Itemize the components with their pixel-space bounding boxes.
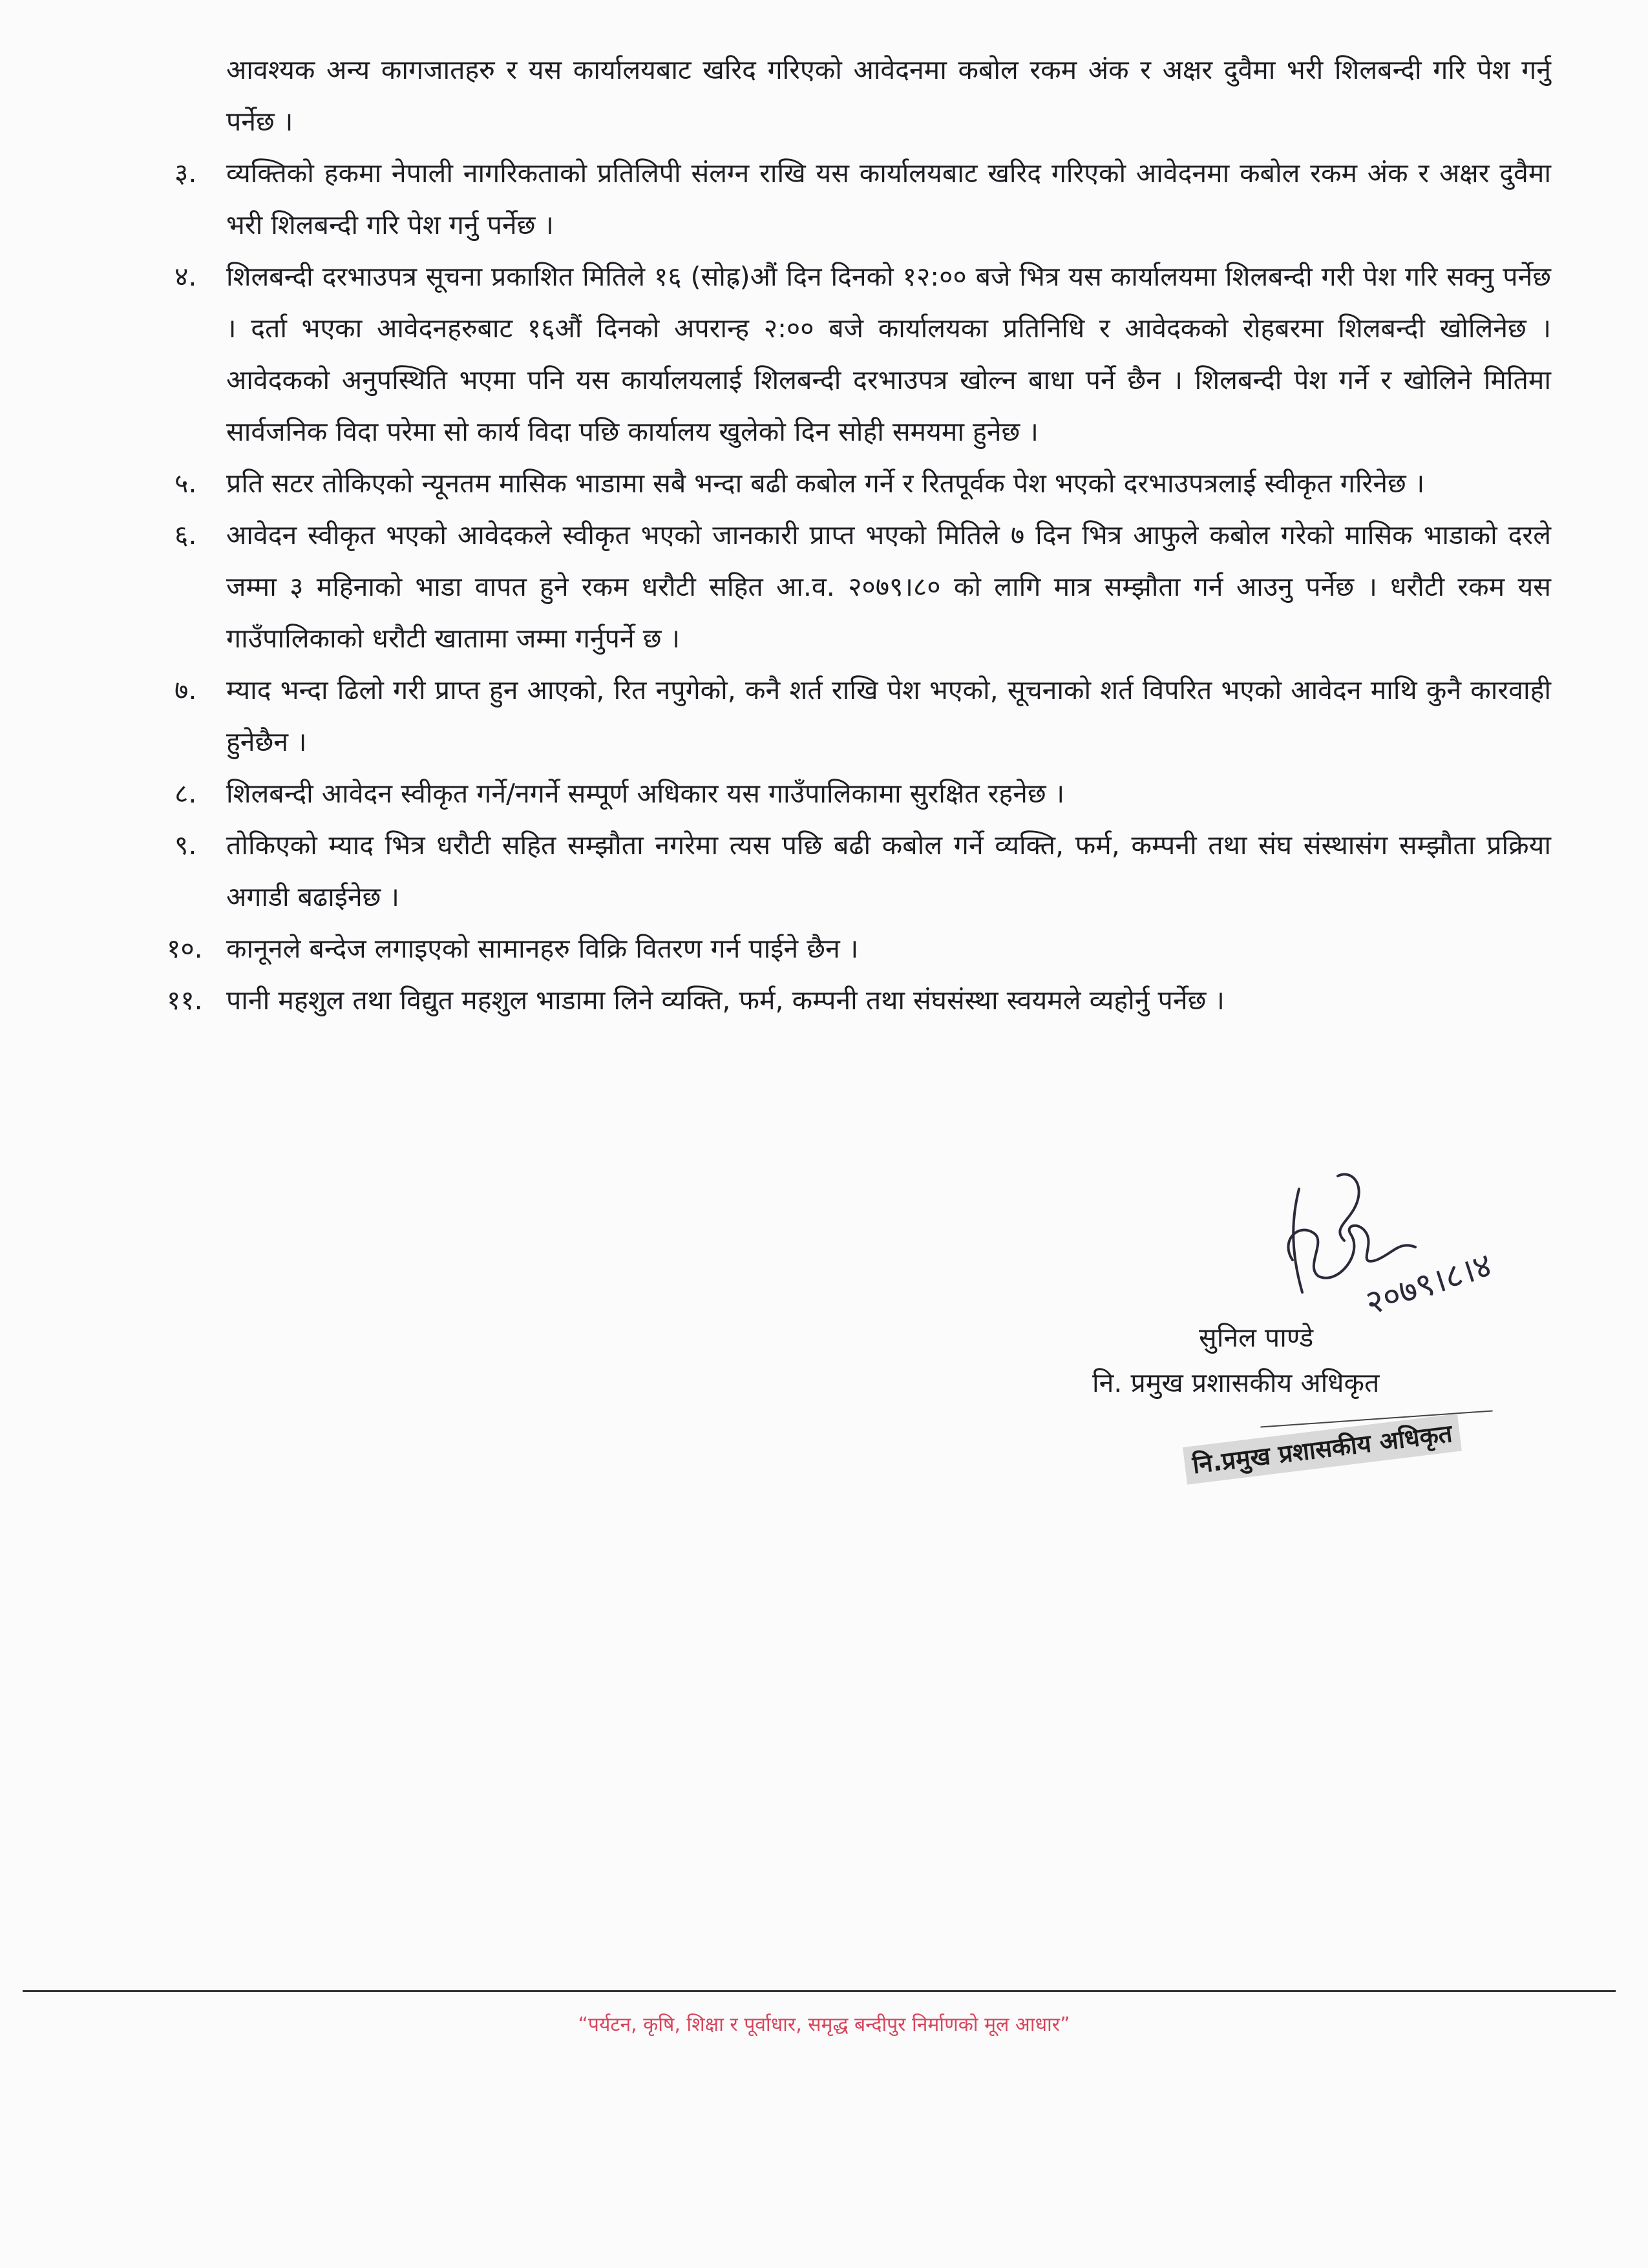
footer-divider [23,1990,1616,1992]
item-number: ११. [167,985,203,1016]
list-item [174,664,1551,768]
item-text: आवेदन स्वीकृत भएको आवेदकले स्वीकृत भएको जानकारी प्राप्त भएको मितिले ७ दिन भित्र आफुले कबोल गरेको मासिक भाडाको दरले जम्मा ३ महिनाको भाडा वापत हुने रकम धरौटी सहित आ.व. २०७९।८० को लागि मात्र सम्झौता गर्न आउनु पर्नेछ । धरौटी रकम यस गाउँपालिकाको धरौटी खातामा जम्मा गर्नुपर्ने छ । [226,520,1551,654]
list-item [174,457,1551,509]
item-text: कानूनले बन्देज लगाइएको सामानहरु विक्रि वितरण गर्न पाईने छैन । [226,933,859,964]
item-text: म्याद भन्दा ढिलो गरी प्राप्त हुन आएको, रित नपुगेको, कनै शर्त राखि पेश भएको, सूचनाको शर्त विपरित भएको आवेदन माथि कुनै कारवाही हुनेछैन । [226,675,1551,757]
item-number: १०. [167,933,203,964]
item-text: आवश्यक अन्य कागजातहरु र यस कार्यालयबाट खरिद गरिएको आवेदनमा कबोल रकम अंक र अक्षर दुवैमा भरी शिलबन्दी गरि पेश गर्नु पर्नेछ । [226,54,1551,137]
list-item [174,509,1551,664]
signatory-name: सुनिल पाण्डे [1199,1322,1314,1353]
item-text: शिलबन्दी आवेदन स्वीकृत गर्ने/नगर्ने सम्पूर्ण अधिकार यस गाउँपालिकामा सुरक्षित रहनेछ । [226,778,1065,809]
signatory-title: नि. प्रमुख प्रशासकीय अधिकृत [1092,1367,1380,1398]
list-item [174,44,1551,147]
list-item [174,251,1551,457]
item-text: व्यक्तिको हकमा नेपाली नागरिकताको प्रतिलिपी संलग्न राखि यस कार्यालयबाट खरिद गरिएको आवेदनमा कबोल रकम अंक र अक्षर दुवैमा भरी शिलबन्दी गरि पेश गर्नु पर्नेछ । [226,158,1551,240]
list-item [174,147,1551,251]
item-text: शिलबन्दी दरभाउपत्र सूचना प्रकाशित मितिले १६ (सोह्र)औं दिन दिनको १२:०० बजे भित्र यस कार्यालयमा शिलबन्दी गरी पेश गरि सक्नु पर्नेछ । दर्ता भएका आवेदनहरुबाट १६औं दिनको अपरान्ह २:०० बजे कार्यालयका प्रतिनिधि र आवेदकको रोहबरमा शिलबन्दी खोलिनेछ । आवेदकको अनुपस्थिति भएमा पनि यस कार्यालयलाई शिलबन्दी दरभाउपत्र खोल्न बाधा पर्ने छैन । शिलबन्दी पेश गर्ने र खोलिने मितिमा सार्वजनिक विदा परेमा सो कार्य विदा पछि कार्यालय खुलेको दिन सोही समयमा हुनेछ । [226,261,1551,447]
item-text: प्रति सटर तोकिएको न्यूनतम मासिक भाडामा सबै भन्दा बढी कबोल गर्ने र रितपूर्वक पेश भएको दरभाउपत्रलाई स्वीकृत गरिनेछ । [226,468,1425,499]
item-number: ५. [174,468,197,499]
handwritten-date: २०७९।८।४ [1360,1245,1497,1323]
handwritten-signature [1254,1163,1564,1344]
item-number: ८. [174,778,197,809]
item-number: ९. [174,830,197,861]
list-item [167,923,1551,974]
item-text: पानी महशुल तथा विद्युत महशुल भाडामा लिने व्यक्ति, फर्म, कम्पनी तथा संघसंस्था स्वयमले व्यहोर्नु पर्नेछ । [226,985,1225,1016]
item-number: ६. [174,520,197,551]
item-text: तोकिएको म्याद भित्र धरौटी सहित सम्झौता नगरेमा त्यस पछि बढी कबोल गर्ने व्यक्ति, फर्म, कम्पनी तथा संघ संस्थासंग सम्झौता प्रक्रिया अगाडी बढाईनेछ । [226,830,1551,912]
item-number: ४. [174,261,197,292]
notice-body [167,44,1551,1026]
item-number: ३. [174,158,197,189]
official-stamp: नि.प्रमुख प्रशासकीय अधिकृत [1183,1414,1462,1485]
list-item [174,819,1551,923]
list-item [174,768,1551,819]
list-item [167,974,1551,1026]
item-number: ७. [174,675,197,706]
footer-slogan: “पर्यटन, कृषि, शिक्षा र पूर्वाधार, समृद्ध बन्दीपुर निर्माणको मूल आधार” [578,2013,1070,2036]
signature-block [1092,1163,1583,1525]
